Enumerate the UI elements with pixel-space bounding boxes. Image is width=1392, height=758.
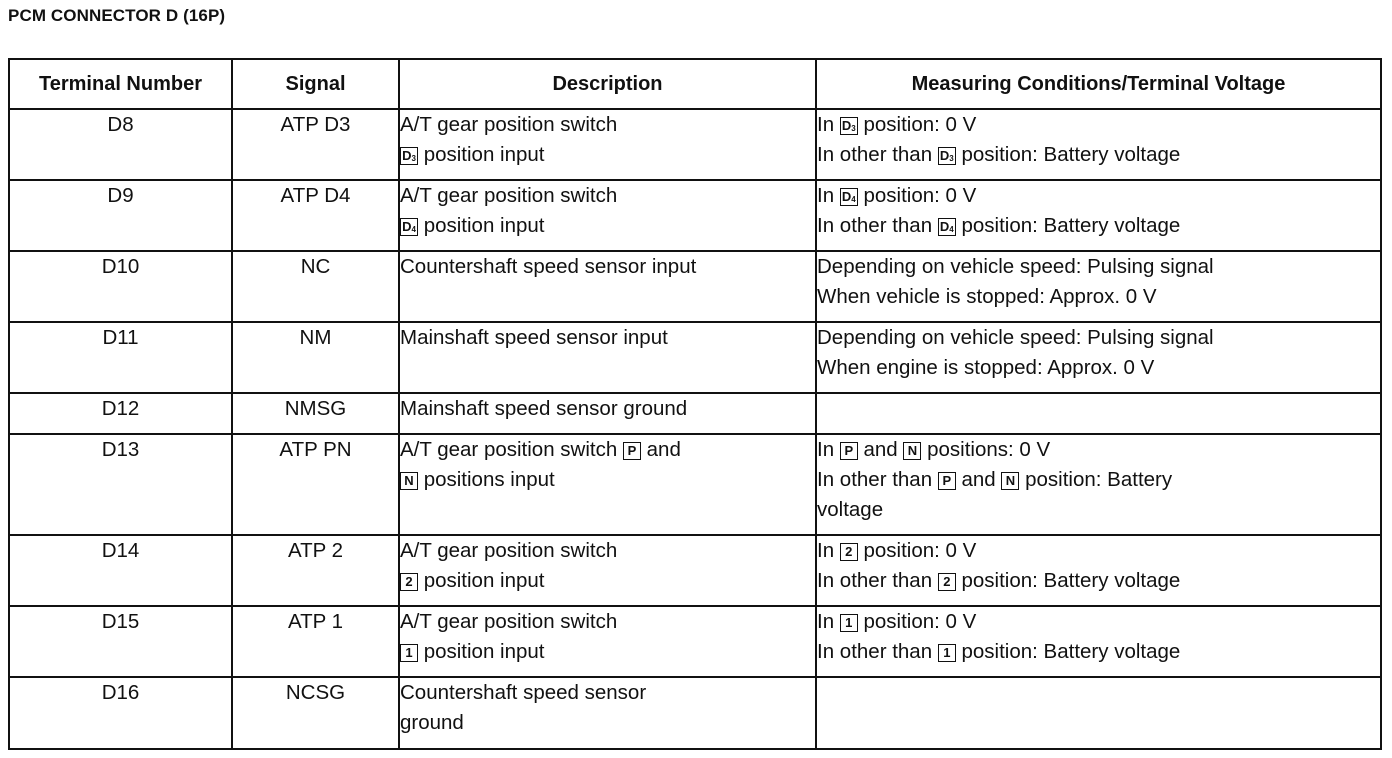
table-row xyxy=(9,535,1381,606)
measuring-condition-line: Depending on vehicle speed: Pulsing signal xyxy=(817,255,1214,278)
terminal-number-cell: D13 xyxy=(9,434,232,535)
measuring-condition-line: voltage xyxy=(817,498,884,521)
description-cell xyxy=(399,322,816,393)
terminal-number-cell: D10 xyxy=(9,251,232,322)
measuring-condition-line: In other than 1 position: Battery voltage xyxy=(817,640,1181,663)
table-row xyxy=(9,251,1381,322)
terminal-number-cell: D12 xyxy=(9,393,232,434)
description-cell xyxy=(399,109,816,180)
description-cell xyxy=(399,535,816,606)
shift-position-key-icon: N xyxy=(903,442,921,460)
shift-position-key-icon: 2 xyxy=(400,573,418,591)
measuring-conditions-cell xyxy=(816,606,1381,677)
description-cell xyxy=(399,434,816,535)
signal-cell: NCSG xyxy=(232,677,399,749)
header-terminal-number: Terminal Number xyxy=(9,59,232,109)
terminal-number-cell: D15 xyxy=(9,606,232,677)
signal-cell: ATP D4 xyxy=(232,180,399,251)
description-cell xyxy=(399,606,816,677)
header-measuring-conditions: Measuring Conditions/Terminal Voltage xyxy=(816,59,1381,109)
measuring-condition-line: In other than P and N position: Battery xyxy=(817,468,1173,491)
shift-position-key-icon: 2 xyxy=(938,573,956,591)
table-row xyxy=(9,677,1381,749)
table-row xyxy=(9,109,1381,180)
table-row xyxy=(9,180,1381,251)
measuring-conditions-cell xyxy=(816,434,1381,535)
measuring-conditions-cell xyxy=(816,393,1381,434)
shift-position-key-icon: 1 xyxy=(840,614,858,632)
signal-cell: NM xyxy=(232,322,399,393)
shift-position-key-icon: P xyxy=(623,442,641,460)
terminal-number-cell: D14 xyxy=(9,535,232,606)
measuring-condition-line: In other than $D_3$ position: Battery voltage xyxy=(817,143,1181,166)
table-header-row xyxy=(9,59,1381,109)
description-line: Mainshaft speed sensor ground xyxy=(400,397,688,420)
description-line: A/T gear position switch xyxy=(400,184,618,207)
shift-position-key-icon: $D_4$ xyxy=(840,188,858,206)
table-row xyxy=(9,393,1381,434)
signal-cell: ATP D3 xyxy=(232,109,399,180)
shift-position-key-icon: 1 xyxy=(400,644,418,662)
description-cell xyxy=(399,180,816,251)
page-title: PCM CONNECTOR D (16P) xyxy=(8,6,226,25)
description-line: $D_3$ position input xyxy=(400,140,815,170)
description-cell xyxy=(399,393,816,434)
description-line: Countershaft speed sensor input xyxy=(400,255,697,278)
signal-cell: ATP 1 xyxy=(232,606,399,677)
terminal-number-cell: D11 xyxy=(9,322,232,393)
header-description: Description xyxy=(399,59,816,109)
description-line: A/T gear position switch xyxy=(400,610,618,633)
table-row xyxy=(9,606,1381,677)
table-row xyxy=(9,322,1381,393)
description-cell xyxy=(399,677,816,749)
measuring-condition-line: In 1 position: 0 V xyxy=(817,610,977,633)
measuring-conditions-cell xyxy=(816,109,1381,180)
description-line: Countershaft speed sensor xyxy=(400,681,647,704)
shift-position-key-icon: P xyxy=(938,472,956,490)
shift-position-key-icon: N xyxy=(1001,472,1019,490)
shift-position-key-icon: $D_4$ xyxy=(400,218,418,236)
shift-position-key-icon: $D_3$ xyxy=(938,147,956,165)
measuring-conditions-cell xyxy=(816,677,1381,749)
signal-cell: NC xyxy=(232,251,399,322)
measuring-condition-line: In $D_3$ position: 0 V xyxy=(817,113,977,136)
measuring-condition-line: In $D_4$ position: 0 V xyxy=(817,184,977,207)
description-line: 1 position input xyxy=(400,637,815,667)
terminal-number-cell: D9 xyxy=(9,180,232,251)
description-line: 2 position input xyxy=(400,566,815,596)
signal-cell: ATP PN xyxy=(232,434,399,535)
shift-position-key-icon: N xyxy=(400,472,418,490)
description-cell xyxy=(399,251,816,322)
measuring-condition-line: In 2 position: 0 V xyxy=(817,539,977,562)
measuring-conditions-cell xyxy=(816,180,1381,251)
terminal-number-cell: D16 xyxy=(9,677,232,749)
terminal-number-cell: D8 xyxy=(9,109,232,180)
shift-position-key-icon: $D_4$ xyxy=(938,218,956,236)
shift-position-key-icon: 2 xyxy=(840,543,858,561)
description-line: A/T gear position switch P and xyxy=(400,438,681,461)
measuring-conditions-cell xyxy=(816,251,1381,322)
table-row xyxy=(9,434,1381,535)
shift-position-key-icon: $D_3$ xyxy=(840,117,858,135)
shift-position-key-icon: 1 xyxy=(938,644,956,662)
measuring-condition-line: When engine is stopped: Approx. 0 V xyxy=(817,356,1155,379)
description-line: Mainshaft speed sensor input xyxy=(400,326,668,349)
measuring-condition-line: When vehicle is stopped: Approx. 0 V xyxy=(817,285,1157,308)
description-line: N positions input xyxy=(400,465,815,495)
description-line: ground xyxy=(400,711,464,734)
measuring-condition-line: In other than 2 position: Battery voltage xyxy=(817,569,1181,592)
pcm-connector-table xyxy=(8,58,1382,750)
shift-position-key-icon: P xyxy=(840,442,858,460)
shift-position-key-icon: $D_3$ xyxy=(400,147,418,165)
measuring-conditions-cell xyxy=(816,535,1381,606)
header-signal: Signal xyxy=(232,59,399,109)
description-line: A/T gear position switch xyxy=(400,539,618,562)
measuring-condition-line: Depending on vehicle speed: Pulsing signal xyxy=(817,326,1214,349)
measuring-condition-line: In other than $D_4$ position: Battery voltage xyxy=(817,214,1181,237)
description-line: $D_4$ position input xyxy=(400,211,815,241)
description-line: A/T gear position switch xyxy=(400,113,618,136)
measuring-condition-line: In P and N positions: 0 V xyxy=(817,438,1051,461)
signal-cell: ATP 2 xyxy=(232,535,399,606)
signal-cell: NMSG xyxy=(232,393,399,434)
measuring-conditions-cell xyxy=(816,322,1381,393)
